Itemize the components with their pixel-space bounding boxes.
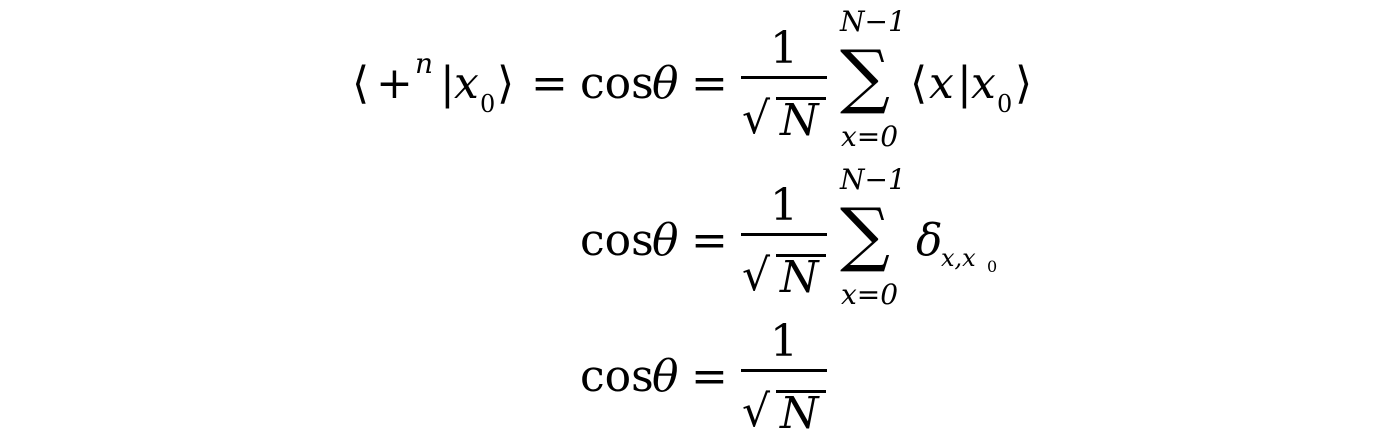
ket-close: ⟩ [497, 58, 515, 109]
inner-x: x [929, 58, 954, 109]
equals-sign-1: = [531, 58, 568, 109]
theta-symbol: θ [652, 58, 679, 109]
plus-sign: + [376, 58, 413, 109]
inner-bra-open: ⟨ [910, 58, 928, 109]
cos-function-3: cos [580, 351, 654, 402]
fraction-bar-3 [741, 369, 827, 372]
sqrt-symbol-3: √ [742, 386, 771, 437]
kronecker-delta: δ [916, 215, 943, 266]
sqrt-symbol-2: √ [742, 250, 771, 301]
sqrt-N: N [780, 95, 819, 146]
sum-lower-limit-2: x=0 [841, 278, 899, 311]
fraction-numerator-3: 1 [770, 316, 798, 367]
inner-x0-subscript: 0 [997, 90, 1013, 118]
sum-upper-limit: N−1 [840, 5, 906, 38]
bra-open: ⟨ [352, 58, 370, 109]
equals-sign-2: = [691, 58, 728, 109]
theta-symbol-3: θ [652, 351, 679, 402]
sum-upper-limit-2: N−1 [840, 163, 906, 196]
inner-bar: | [957, 58, 972, 109]
summation-symbol-2: ∑ [840, 193, 890, 275]
x0-variable: x [454, 58, 479, 109]
equals-sign-3: = [691, 215, 728, 266]
inner-ket-close: ⟩ [1015, 58, 1033, 109]
sqrt-N-2: N [780, 252, 819, 303]
cos-function-2: cos [580, 215, 654, 266]
x0-subscript: 0 [480, 90, 496, 118]
theta-symbol-2: θ [652, 215, 679, 266]
sqrt-N-3: N [780, 388, 819, 439]
fraction-bar-2 [741, 233, 827, 236]
sum-lower-limit: x=0 [841, 120, 899, 153]
bra-bar: | [440, 58, 455, 109]
equals-sign-4: = [691, 351, 728, 402]
summation-symbol: ∑ [840, 35, 890, 117]
cos-function: cos [580, 58, 654, 109]
delta-subscript: x,x [941, 244, 976, 272]
fraction-numerator-2: 1 [770, 180, 798, 231]
sqrt-symbol: √ [742, 93, 771, 144]
delta-sub-subscript: 0 [987, 257, 998, 276]
fraction-bar [741, 76, 827, 79]
fraction-numerator: 1 [770, 23, 798, 74]
power-n: n [415, 47, 434, 80]
inner-x0-variable: x [971, 58, 996, 109]
